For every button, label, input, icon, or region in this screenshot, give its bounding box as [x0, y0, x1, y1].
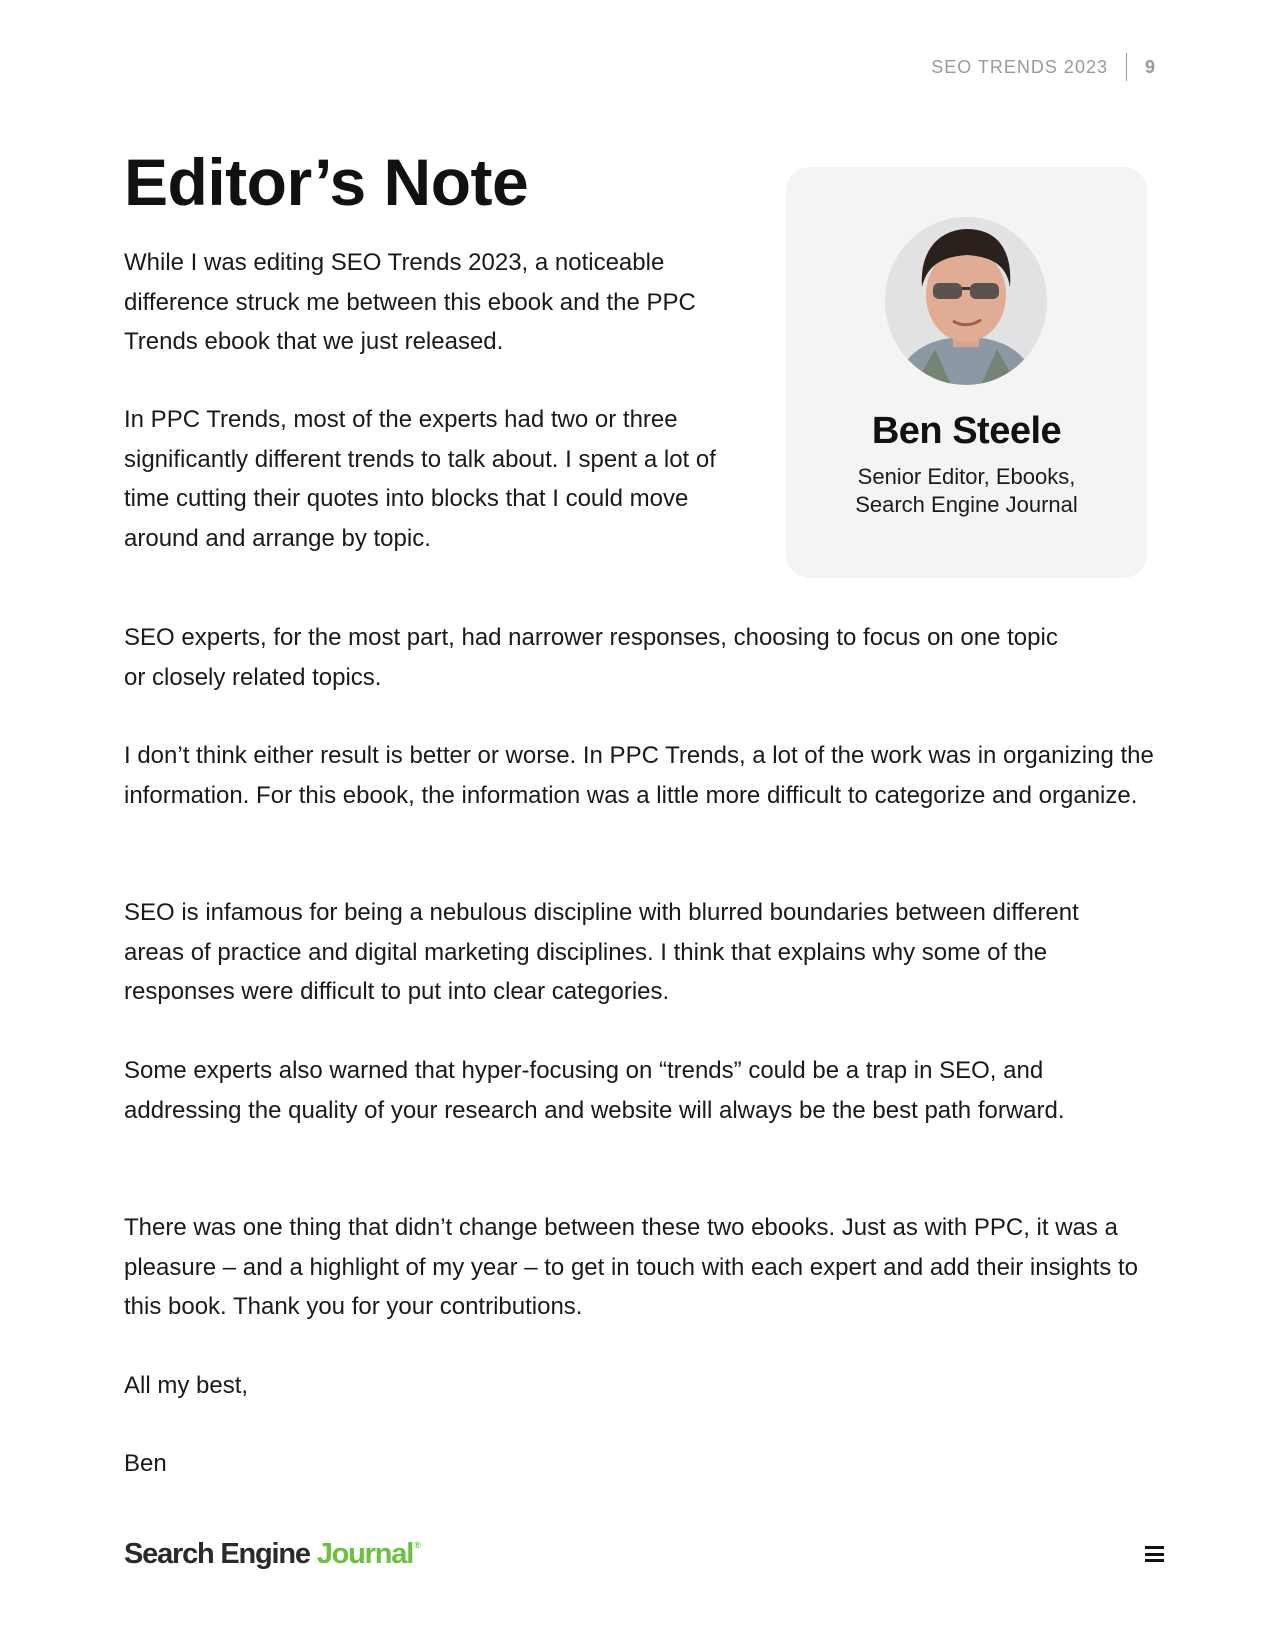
body-paragraph-4: Some experts also warned that hyper-focusing on “trends” could be a trap in SEO, and addressing the quality of your research and website will always be the best path forward. [124, 1057, 1065, 1124]
page-title: Editor’s Note [124, 145, 529, 219]
body-paragraph-3: SEO is infamous for being a nebulous discipline with blurred boundaries between different areas of practice and digital marketing disciplines. I think that explains why some of the responses were difficult to put into clear categories. [124, 899, 1079, 1005]
body-paragraph-5: There was one thing that didn’t change between these two ebooks. Just as with PPC, it was a pleasure – and a highlight of my year – to get in touch with each expert and add their insights to this book. Thank you for your contributions. [124, 1214, 1138, 1320]
hamburger-menu-icon[interactable] [1145, 1546, 1164, 1562]
header-divider [1126, 53, 1127, 81]
page-header [931, 52, 1155, 82]
editor-role-line-1: Senior Editor, Ebooks, [857, 464, 1076, 489]
avatar [885, 217, 1047, 385]
logo-text-journal: Journal [316, 1538, 414, 1570]
body-paragraph-1: SEO experts, for the most part, had narrower responses, choosing to focus on one topic or closely related topics. [124, 624, 1058, 691]
editor-profile-card [786, 167, 1147, 578]
signature: Ben [124, 1450, 167, 1477]
ebook-title: SEO TRENDS 2023 [931, 56, 1108, 77]
editor-name: Ben Steele [871, 410, 1062, 452]
search-engine-journal-logo[interactable] [124, 1538, 420, 1571]
closing-line: All my best, [124, 1372, 249, 1399]
body-paragraph-2: I don’t think either result is better or worse. In PPC Trends, a lot of the work was in organizing the information. For this ebook, the information was a little more difficult to categorize and organize. [124, 742, 1154, 809]
intro-paragraph-2: In PPC Trends, most of the experts had two or three significantly different trends to talk about. I spent a lot of time cutting their quotes into blocks that I could move around and arrange by topic. [124, 406, 716, 552]
intro-paragraph-1: While I was editing SEO Trends 2023, a noticeable difference struck me between this ebook and the PPC Trends ebook that we just released. [124, 249, 696, 355]
logo-text-search-engine: Search Engine [124, 1538, 310, 1570]
page-number: 9 [1144, 56, 1155, 77]
person-photo-icon [885, 217, 1047, 385]
registered-mark: ® [414, 1540, 420, 1550]
editor-role [786, 463, 1147, 519]
editor-role-line-2: Search Engine Journal [855, 492, 1078, 517]
